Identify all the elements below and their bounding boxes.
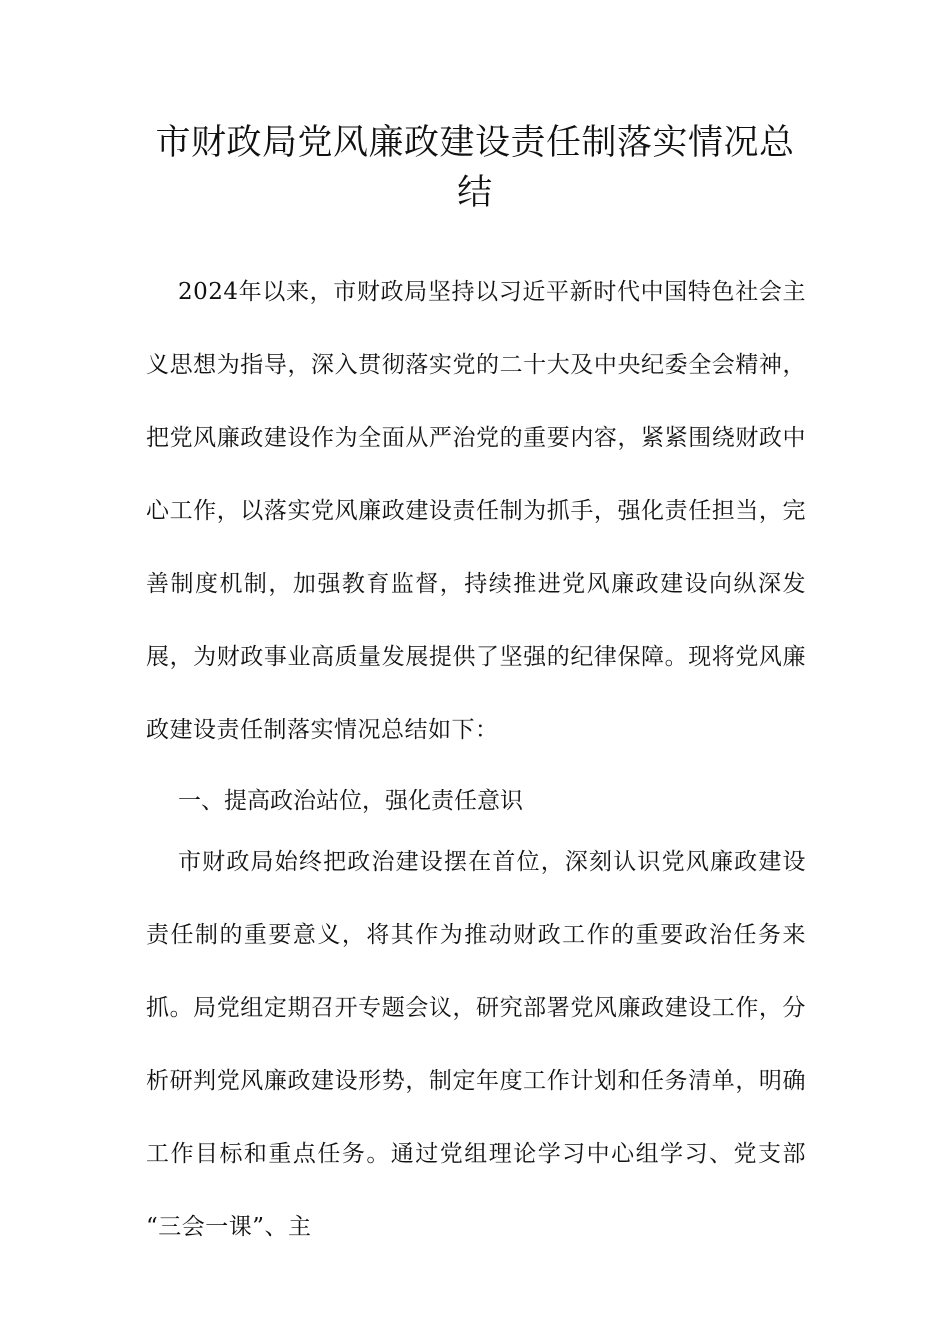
section-heading: 一、提高政治站位，强化责任意识 (178, 788, 523, 814)
document-title: 市财政局党风廉政建设责任制落实情况总结 (155, 123, 795, 213)
paragraph-section-one: 市财政局始终把政治建设摆在首位，深刻认识党风廉政建设责任制的重要意义，将其作为推动财政工作的重要政治任务来抓。局党组定期召开专题会议，研究部署党风廉政建设工作，分析研判党风廉政建设形势，制定年度工作计划和任务清单，明确工作目标和重点任务。通过党组理论学习中心组学习、党支部 “三会一课”、主 (146, 849, 806, 1240)
paragraph-intro: 2024年以来，市财政局坚持以习近平新时代中国特色社会主义思想为指导，深入贯彻落实党的二十大及中央纪委全会精神，把党风廉政建设作为全面从严治党的重要内容，紧紧围绕财政中心工作，以落实党风廉政建设责任制为抓手，强化责任担当，完善制度机制，加强教育监督，持续推进党风廉政建设向纵深发展，为财政事业高质量发展提供了坚强的纪律保障。现将党风廉政建设责任制落实情况总结如下： (146, 279, 806, 743)
